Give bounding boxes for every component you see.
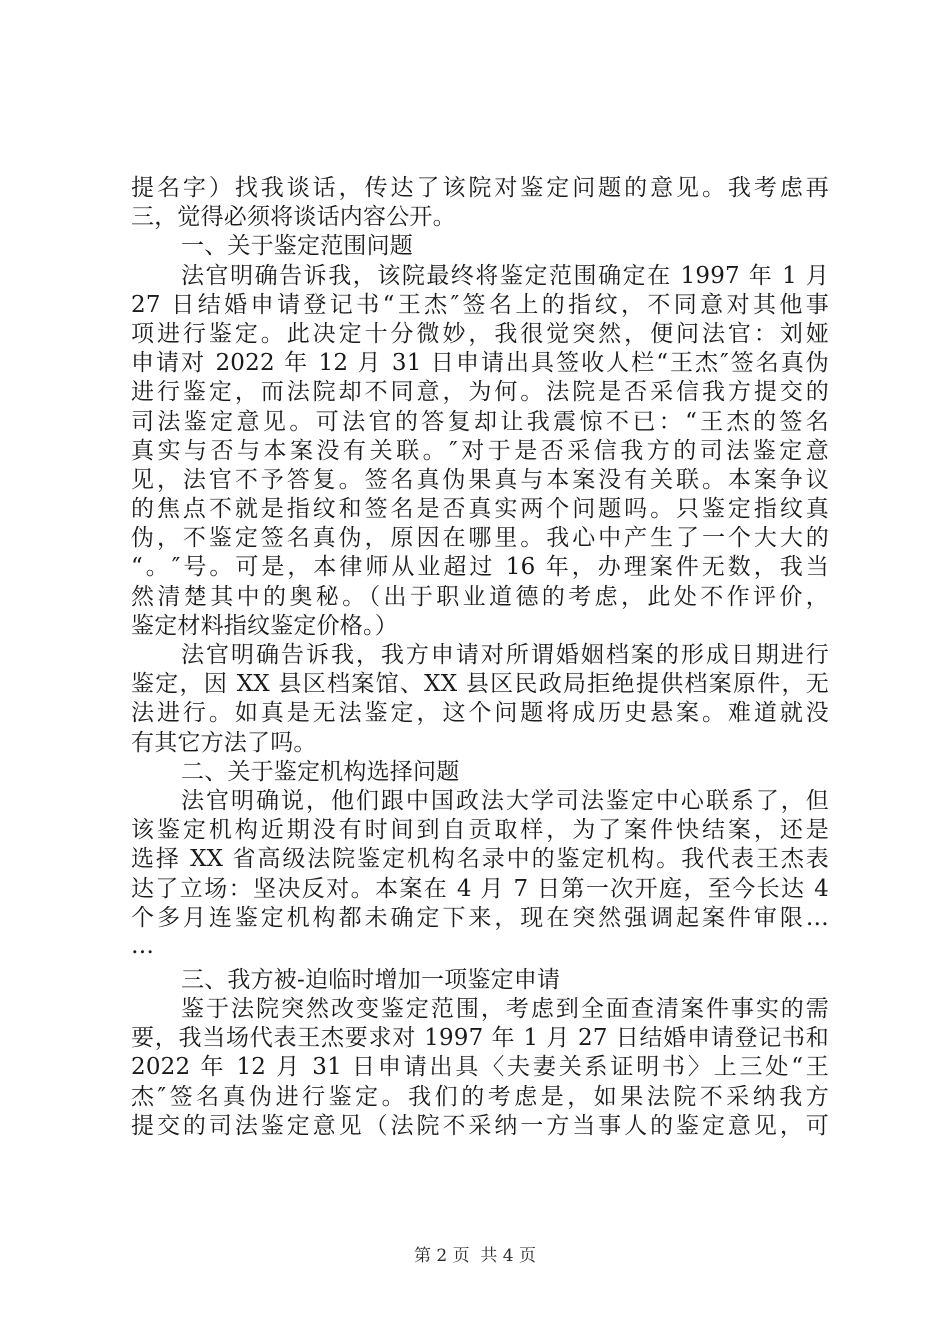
paragraph-line: 鉴定，因 XX 县区档案馆、XX 县区民政局拒绝提供档案原件，无: [131, 671, 829, 698]
paragraph-line: 选择 XX 省高级法院鉴定机构名录中的鉴定机构。我代表王杰表: [131, 846, 829, 873]
paragraph-line: “。″号。可是，本律师从业超过 16 年，办理案件无数，我当: [131, 554, 829, 581]
paragraph-line: 有其它方法了吗。: [131, 729, 317, 756]
paragraph-line: 2022 年 12 月 31 日申请出具〈夫妻关系证明书〉上三处“王: [131, 1054, 829, 1081]
paragraph-line: 然清楚其中的奥秘。（出于职业道德的考虑，此处不作评价，: [131, 583, 829, 610]
paragraph-line: 要，我当场代表王杰要求对 1997 年 1 月 27 日结婚申请登记书和: [131, 1025, 829, 1052]
paragraph-line: 鉴于法院突然改变鉴定范围，考虑到全面查清案件事实的需: [181, 996, 829, 1023]
page-indicator: 第 2 页 共 4 页: [413, 1246, 537, 1266]
section-heading-3: 三、我方被-迫临时增加一项鉴定申请: [181, 966, 561, 993]
paragraph-line: 真实与否与本案没有关联。″对于是否采信我方的司法鉴定意: [131, 437, 829, 464]
paragraph-line: 法官明确告诉我，该院最终将鉴定范围确定在 1997 年 1 月: [181, 262, 829, 289]
section-heading-2: 二、关于鉴定机构选择问题: [181, 758, 460, 785]
paragraph-line: 提名字）找我谈话，传达了该院对鉴定问题的意见。我考虑再: [131, 175, 829, 201]
paragraph-line: 司法鉴定意见。可法官的答复却让我震惊不已：“王杰的签名: [131, 408, 829, 435]
paragraph-line: 伪，不鉴定签名真伪，原因在哪里。我心中产生了一个大大的: [131, 525, 829, 552]
paragraph-line: 法官明确告诉我，我方申请对所谓婚姻档案的形成日期进行: [181, 642, 829, 668]
paragraph-line: 的焦点不就是指纹和签名是否真实两个问题吗。只鉴定指纹真: [131, 496, 829, 523]
paragraph-line: 法官明确说，他们跟中国政法大学司法鉴定中心联系了，但: [181, 787, 829, 814]
paragraph-line: 个多月连鉴定机构都未确定下来，现在突然强调起案件审限…: [131, 904, 829, 931]
paragraph-line: 27 日结婚申请登记书“王杰″签名上的指纹，不同意对其他事: [131, 291, 829, 318]
paragraph-line: 申请对 2022 年 12 月 31 日申请出具签收人栏“王杰″签名真伪: [131, 350, 829, 377]
paragraph-line: 鉴定材料指纹鉴定价格。）: [131, 612, 398, 639]
page-footer: [0, 1241, 950, 1266]
section-heading-1: 一、关于鉴定范围问题: [181, 233, 413, 260]
paragraph-line: 三，觉得必须将谈话内容公开。: [131, 204, 456, 231]
paragraph-line: 达了立场：坚决反对。本案在 4 月 7 日第一次开庭，至今长达 4: [131, 875, 829, 902]
paragraph-line: 见，法官不予答复。签名真伪果真与本案没有关联。本案争议: [131, 466, 829, 493]
paragraph-line: 该鉴定机构近期没有时间到自贡取样，为了案件快结案，还是: [131, 817, 829, 844]
paragraph-line: 提交的司法鉴定意见（法院不采纳一方当事人的鉴定意见，可: [131, 1112, 829, 1139]
paragraph-line: 项进行鉴定。此决定十分微妙，我很觉突然，便问法官：刘娅: [131, 320, 829, 347]
paragraph-line: 法进行。如真是无法鉴定，这个问题将成历史悬案。难道就没: [131, 700, 829, 727]
document-body: [131, 174, 829, 1141]
paragraph-line: 杰″签名真伪进行鉴定。我们的考虑是，如果法院不采纳我方: [131, 1083, 829, 1110]
paragraph-line: 进行鉴定，而法院却不同意，为何。法院是否采信我方提交的: [131, 379, 829, 406]
paragraph-line: …: [131, 932, 155, 959]
